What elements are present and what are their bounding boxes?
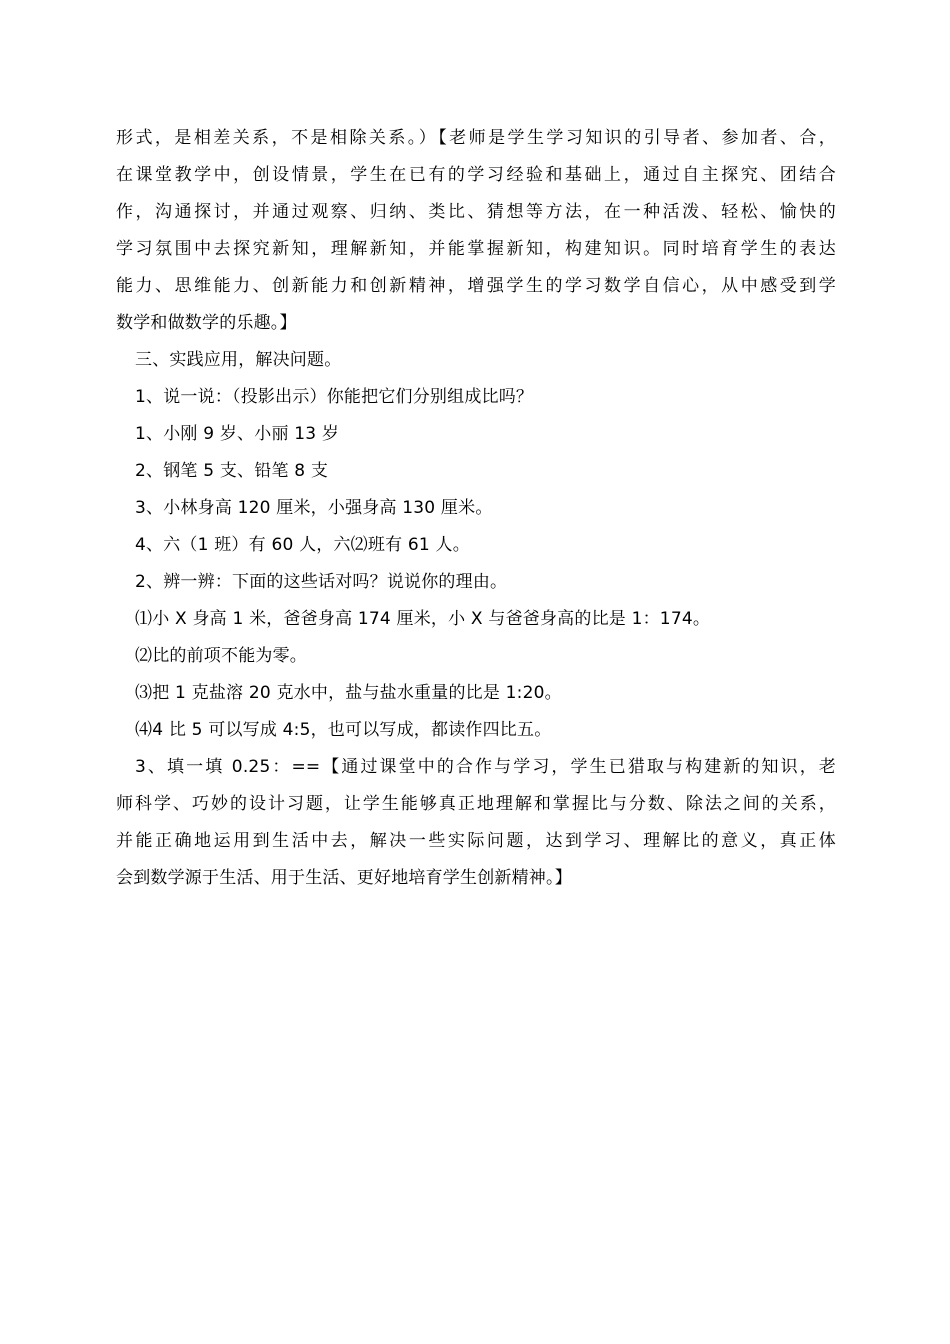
paragraph-line: 学习氛围中去探究新知，理解新知，并能掌握新知，构建知识。同时培育学生的表达 [116,239,836,259]
section-heading: 三、实践应用，解决问题。 [135,350,342,370]
paragraph-line: 形式，是相差关系，不是相除关系。）【老师是学生学习知识的引导者、参加者、合， [116,128,836,148]
list-item: ⑴小 X 身高 1 米，爸爸身高 174 厘米，小 X 与爸爸身高的比是 1：174。 [135,609,711,629]
paragraph-line: 作，沟通探讨，并通过观察、归纳、类比、猜想等方法，在一种活泼、轻松、愉快的 [116,202,836,222]
paragraph-line: 会到数学源于生活、用于生活、更好地培育学生创新精神。】 [116,868,572,888]
list-item: ⑶把 1 克盐溶 20 克水中，盐与盐水重量的比是 1:20。 [135,683,562,703]
paragraph-line: 师科学、巧妙的设计习题，让学生能够真正地理解和掌握比与分数、除法之间的关系， [116,794,836,814]
list-item: 4、六（1 班）有 60 人，六⑵班有 61 人。 [135,535,470,555]
paragraph-line: 并能正确地运用到生活中去，解决一些实际问题，达到学习、理解比的意义，真正体 [116,831,836,851]
activity-title: 1、说一说：（投影出示）你能把它们分别组成比吗？ [135,387,534,407]
activity-title: 2、辨一辨：下面的这些话对吗？说说你的理由。 [135,572,508,592]
paragraph-line: 在课堂教学中，创设情景，学生在已有的学习经验和基础上，通过自主探究、团结合 [116,165,836,185]
list-item: 2、钢笔 5 支、铅笔 8 支 [135,461,329,481]
list-item: ⑵比的前项不能为零。 [135,646,307,666]
paragraph-line: 数学和做数学的乐趣。】 [116,313,297,333]
paragraph-line: 能力、思维能力、创新能力和创新精神，增强学生的学习数学自信心，从中感受到学 [116,276,836,296]
list-item: 3、小林身高 120 厘米，小强身高 130 厘米。 [135,498,493,518]
list-item: 1、小刚 9 岁、小丽 13 岁 [135,424,340,444]
document-body [116,120,836,897]
list-item: ⑷4 比 5 可以写成 4:5，也可以写成，都读作四比五。 [135,720,552,740]
activity-title: 3、填一填 0.25：==【通过课堂中的合作与学习，学生已猎取与构建新的知识，老 [135,757,836,777]
